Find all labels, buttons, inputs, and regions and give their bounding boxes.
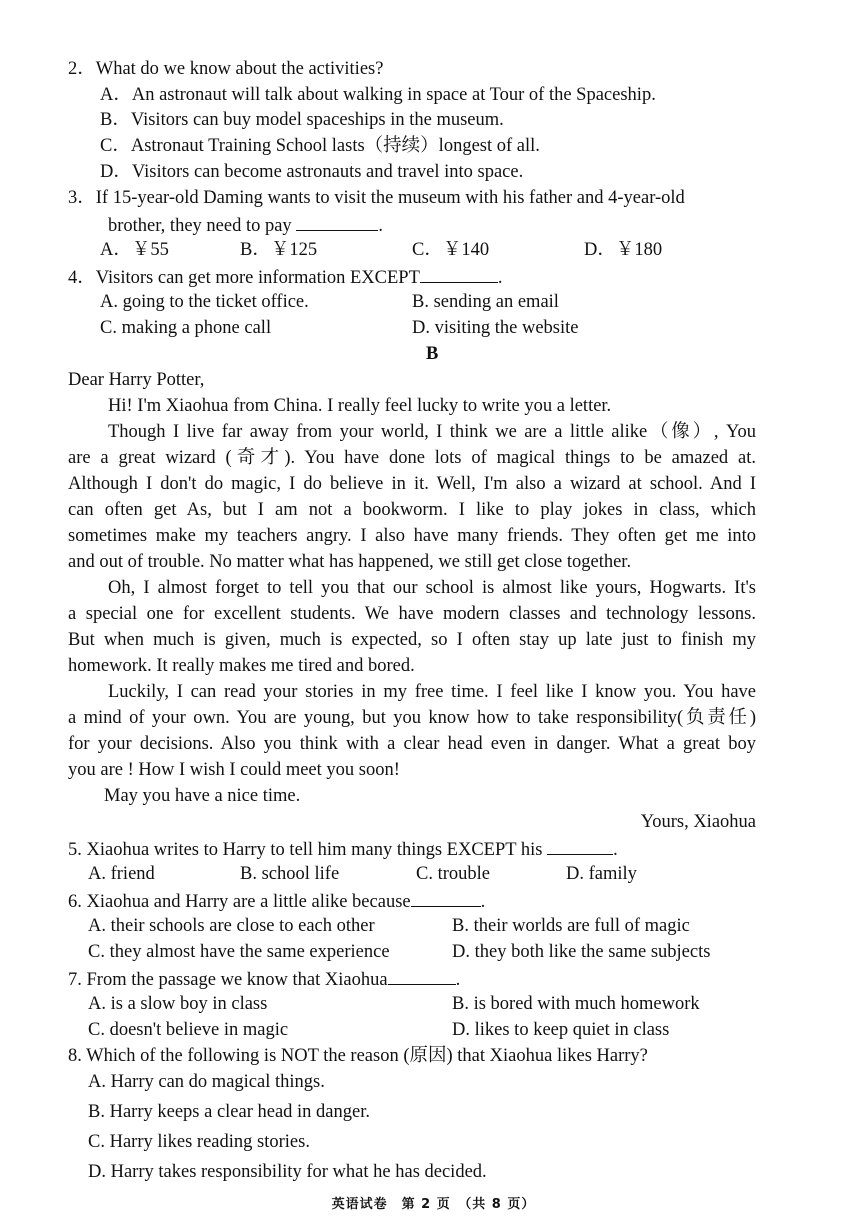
question-4-stem-end: . — [497, 268, 503, 288]
question-2-option-a: A．An astronaut will talk about walking in space at Tour of the Spaceship. — [100, 85, 656, 105]
question-6-stem-end: . — [480, 892, 486, 912]
question-3-stem-line-2 — [108, 212, 383, 240]
letter-paragraph-4-line: a mind of your own. You are young, but you know how to take responsibility(负责任) — [68, 708, 756, 728]
question-2-stem: 2．What do we know about the activities? — [68, 59, 384, 79]
answer-blank — [547, 836, 613, 855]
question-6-option-d: D. they both like the same subjects — [452, 942, 711, 962]
question-6-option-a: A. their schools are close to each other — [88, 916, 375, 936]
page-footer: 英语试卷 第 2 页 （共 8 页） — [331, 1197, 536, 1212]
question-5-stem-end: . — [613, 840, 618, 860]
question-7-stem — [68, 966, 460, 994]
letter-paragraph-2-line: can often get As, but I am not a bookworm. I like to play jokes in class, which — [68, 500, 756, 520]
answer-blank — [296, 212, 378, 231]
question-8-option-b: B. Harry keeps a clear head in danger. — [88, 1102, 370, 1122]
question-3-option-d: D．￥180 — [584, 240, 663, 260]
letter-paragraph-2-line: sometimes make my teachers angry. I also have many friends. They often get me into — [68, 526, 756, 546]
question-4-option-c: C. making a phone call — [100, 318, 272, 338]
question-3-stem-end: . — [378, 216, 383, 236]
letter-salutation: Dear Harry Potter, — [68, 370, 205, 390]
question-7-option-d: D. likes to keep quiet in class — [452, 1020, 670, 1040]
question-8-option-d: D. Harry takes responsibility for what he has decided. — [88, 1162, 487, 1182]
question-2-option-c: C．Astronaut Training School lasts（持续）longest of all. — [100, 136, 540, 156]
question-4-option-b: B. sending an email — [412, 292, 559, 312]
letter-paragraph-2-line: Although I don't do magic, I do believe in it. Well, I'm also a wizard at school. And I — [68, 474, 756, 494]
question-7-option-c: C. doesn't believe in magic — [88, 1020, 289, 1040]
question-5-option-c: C. trouble — [416, 864, 490, 884]
question-7-option-a: A. is a slow boy in class — [88, 994, 268, 1014]
letter-paragraph-4-line: for your decisions. Also you think with a clear head even in danger. What a great boy — [68, 734, 756, 754]
answer-blank — [420, 264, 498, 283]
question-3-option-a: A．￥55 — [100, 240, 169, 260]
question-2-option-d: D．Visitors can become astronauts and travel into space. — [100, 162, 524, 182]
question-8-option-a: A. Harry can do magical things. — [88, 1072, 325, 1092]
letter-paragraph-3-line: Oh, I almost forget to tell you that our school is almost like yours, Hogwarts. It's — [108, 578, 756, 598]
question-4-option-d: D. visiting the website — [412, 318, 579, 338]
question-3-option-b: B．￥125 — [240, 240, 318, 260]
question-5-option-d: D. family — [566, 864, 637, 884]
letter-paragraph-2-line: Though I live far away from your world, I think we are a little alike（像）, You — [108, 422, 756, 442]
answer-blank — [411, 888, 481, 907]
question-8-option-c: C. Harry likes reading stories. — [88, 1132, 310, 1152]
question-8-stem: 8. Which of the following is NOT the reason (原因) that Xiaohua likes Harry? — [68, 1046, 648, 1066]
question-4-stem-text: 4．Visitors can get more information EXCEPT — [68, 268, 420, 288]
question-3-option-c: C．￥140 — [412, 240, 490, 260]
question-2-option-b: B．Visitors can buy model spaceships in the museum. — [100, 110, 504, 130]
letter-paragraph-4-line: you are ! How I wish I could meet you soon! — [68, 760, 400, 780]
section-b-heading: B — [426, 344, 439, 364]
question-7-stem-text: 7. From the passage we know that Xiaohua — [68, 970, 388, 990]
answer-blank — [388, 966, 456, 985]
letter-paragraph-2-line: are a great wizard (奇才). You have done lots of magical things to be amazed at. — [68, 448, 756, 468]
question-6-stem-text: 6. Xiaohua and Harry are a little alike because — [68, 892, 411, 912]
question-4-option-a: A. going to the ticket office. — [100, 292, 309, 312]
letter-paragraph-1: Hi! I'm Xiaohua from China. I really feel lucky to write you a letter. — [108, 396, 612, 416]
question-5-stem-text: 5. Xiaohua writes to Harry to tell him many things EXCEPT his — [68, 840, 543, 860]
letter-paragraph-3-line: a special one for excellent students. We have modern classes and technology lessons. — [68, 604, 756, 624]
letter-closing: Yours, Xiaohua — [640, 812, 756, 832]
question-6-stem — [68, 888, 485, 916]
letter-paragraph-5: May you have a nice time. — [104, 786, 301, 806]
question-3-stem-line-1: 3．If 15-year-old Daming wants to visit the museum with his father and 4-year-old — [68, 188, 685, 208]
question-4-stem — [68, 264, 503, 292]
question-5-option-a: A. friend — [88, 864, 155, 884]
question-5-stem — [68, 836, 618, 864]
question-5-option-b: B. school life — [240, 864, 340, 884]
letter-paragraph-3-line: But when much is given, much is expected, so I often stay up late just to finish my — [68, 630, 756, 650]
question-6-option-b: B. their worlds are full of magic — [452, 916, 690, 936]
question-7-stem-end: . — [455, 970, 461, 990]
letter-paragraph-3-line: homework. It really makes me tired and bored. — [68, 656, 415, 676]
question-6-option-c: C. they almost have the same experience — [88, 942, 390, 962]
question-3-stem-text: brother, they need to pay — [108, 216, 292, 236]
question-7-option-b: B. is bored with much homework — [452, 994, 700, 1014]
letter-paragraph-4-line: Luckily, I can read your stories in my free time. I feel like I know you. You have — [108, 682, 756, 702]
letter-paragraph-2-line: and out of trouble. No matter what has happened, we still get close together. — [68, 552, 632, 572]
